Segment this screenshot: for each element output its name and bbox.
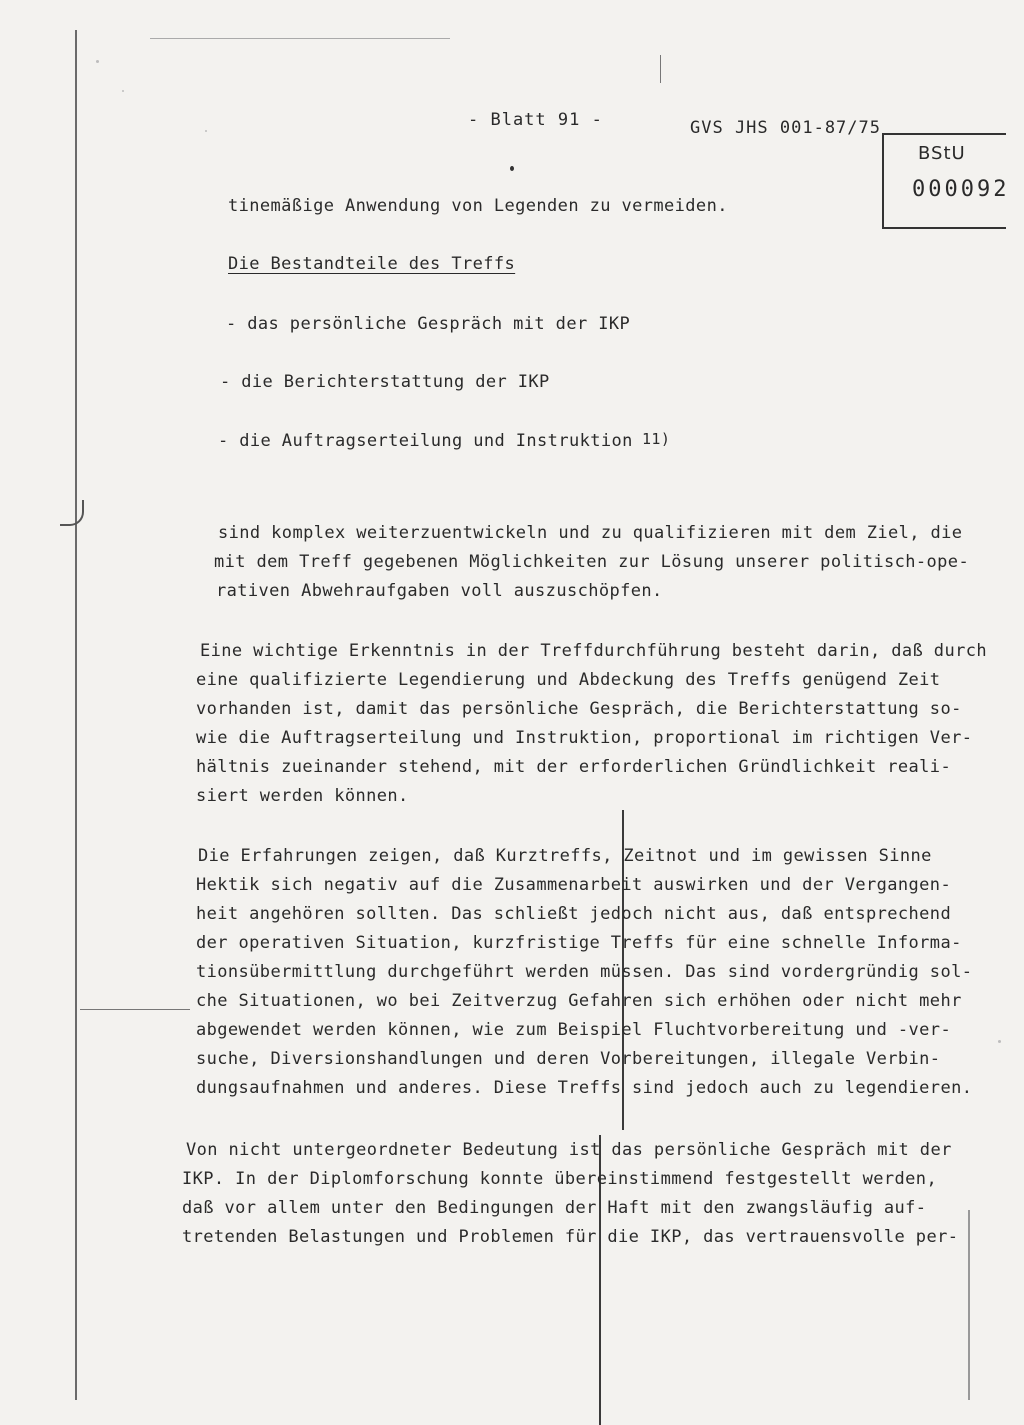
- speck: [96, 60, 99, 63]
- header-tick: [660, 55, 661, 83]
- text-line: tionsübermittlung durchgeführt werden müssen. Das sind vordergründig sol-: [196, 962, 973, 982]
- text-line: suche, Diversionshandlungen und deren Vorbereitungen, illegale Verbin-: [196, 1049, 941, 1069]
- text-line: dungsaufnahmen und anderes. Diese Treffs sind jedoch auch zu legendieren.: [196, 1078, 973, 1098]
- text-line: IKP. In der Diplomforschung konnte übereinstimmend festgestellt werden,: [182, 1169, 938, 1189]
- list-item: - die Auftragserteilung und Instruktion: [218, 431, 633, 451]
- text-line: Eine wichtige Erkenntnis in der Treffdurchführung besteht darin, daß durch: [200, 641, 987, 661]
- text-line: abgewendet werden können, wie zum Beispiel Fluchtvorbereitung und -ver-: [196, 1020, 952, 1040]
- page-label: - Blatt 91 -: [468, 110, 603, 130]
- text-line: eine qualifizierte Legendierung und Abdeckung des Treffs genügend Zeit: [196, 670, 941, 690]
- text-line: rativen Abwehraufgaben voll auszuschöpfen.: [216, 581, 663, 601]
- list-item: - das persönliche Gespräch mit der IKP: [226, 314, 631, 334]
- text-line: vorhanden ist, damit das persönliche Gespräch, die Berichterstattung so-: [196, 699, 962, 719]
- margin-ring-mark: [60, 500, 84, 526]
- text-line: tretenden Belastungen und Problemen für die IKP, das vertrauensvolle per-: [182, 1227, 959, 1247]
- text-line: Hektik sich negativ auf die Zusammenarbeit auswirken und der Vergangen-: [196, 875, 952, 895]
- text-line: tinemäßige Anwendung von Legenden zu vermeiden.: [228, 196, 728, 216]
- text-line: che Situationen, wo bei Zeitverzug Gefahren sich erhöhen oder nicht mehr: [196, 991, 962, 1011]
- left-scan-edge: [75, 30, 77, 1400]
- text-line: wie die Auftragserteilung und Instruktion, proportional im richtigen Ver-: [196, 728, 973, 748]
- stamp-org: BStU: [918, 143, 966, 164]
- document-reference: GVS JHS 001-87/75: [690, 118, 881, 138]
- text-line: hältnis zueinander stehend, mit der erforderlichen Gründlichkeit reali-: [196, 757, 952, 777]
- text-line: der operativen Situation, kurzfristige Treffs für eine schnelle Informa-: [196, 933, 962, 953]
- list-item: - die Berichterstattung der IKP: [220, 372, 550, 392]
- text-line: daß vor allem unter den Bedingungen der Haft mit den zwangsläufig auf-: [182, 1198, 927, 1218]
- left-margin-dash: [80, 1009, 190, 1010]
- speck: [998, 1040, 1001, 1043]
- top-scan-edge: [150, 38, 450, 39]
- text-line: mit dem Treff gegebenen Möglichkeiten zur Lösung unserer politisch-ope-: [214, 552, 970, 572]
- footnote-reference: 11): [642, 430, 671, 448]
- text-line: Von nicht untergeordneter Bedeutung ist das persönliche Gespräch mit der: [186, 1140, 952, 1160]
- text-line: Die Erfahrungen zeigen, daß Kurztreffs, Zeitnot und im gewissen Sinne: [198, 846, 932, 866]
- speck: [122, 90, 124, 92]
- ink-dot: [510, 166, 514, 171]
- stamp-number: 000092: [912, 177, 1010, 202]
- text-line: sind komplex weiterzuentwickeln und zu qualifizieren mit dem Ziel, die: [218, 523, 963, 543]
- speck: [205, 130, 207, 132]
- text-line: heit angehören sollten. Das schließt jedoch nicht aus, daß entsprechend: [196, 904, 952, 924]
- archive-stamp: [882, 133, 1010, 229]
- section-heading: Die Bestandteile des Treffs: [228, 254, 516, 274]
- text-line: siert werden können.: [196, 786, 409, 806]
- right-scan-edge: [968, 1210, 970, 1400]
